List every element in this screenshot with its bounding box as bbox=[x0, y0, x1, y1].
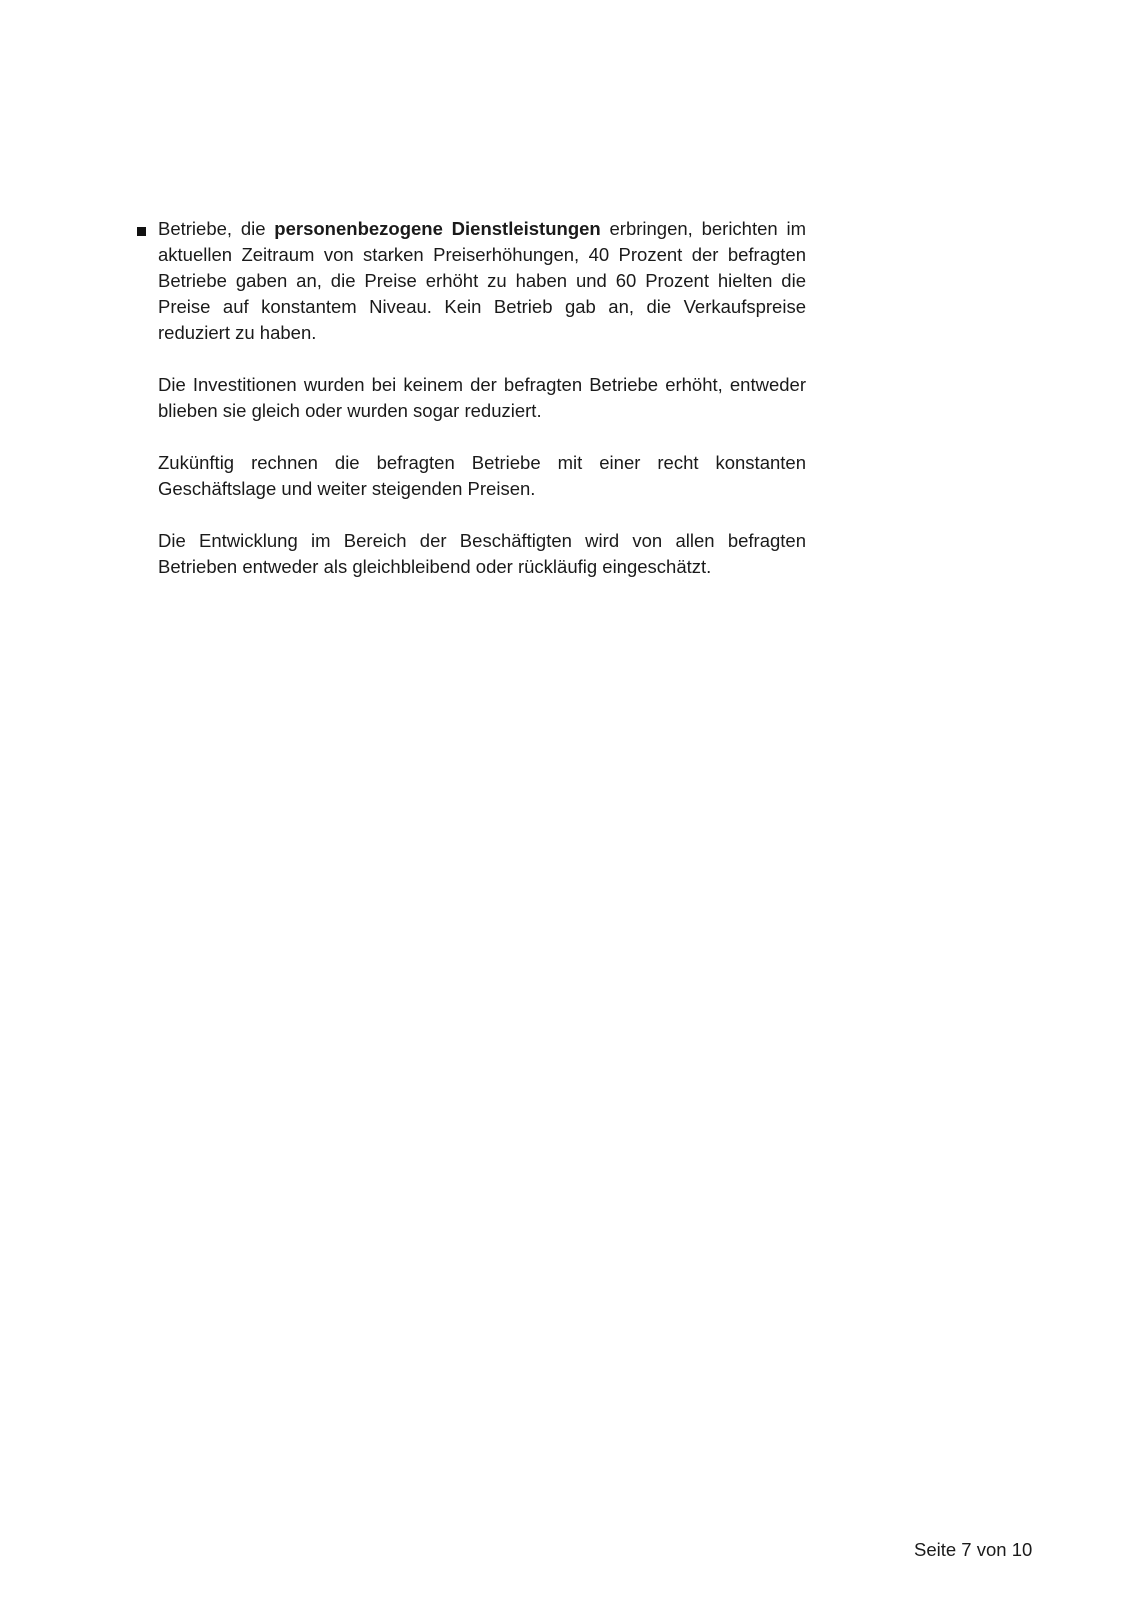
page-number: Seite 7 von 10 bbox=[914, 1539, 1033, 1560]
page-content bbox=[158, 216, 806, 606]
square-bullet-icon bbox=[137, 227, 146, 236]
paragraph-outlook: Zukünftig rechnen die befragten Betriebe mit einer recht konstanten Geschäftslage und weiter steigenden Preisen. bbox=[158, 452, 806, 499]
paragraph-investments: Die Investitionen wurden bei keinem der befragten Betriebe erhöht, entweder blieben sie gleich oder wurden sogar reduziert. bbox=[158, 374, 806, 421]
bullet-item bbox=[158, 216, 806, 346]
bullet-text-lead: Betriebe, die bbox=[158, 218, 275, 239]
paragraph-employment: Die Entwicklung im Bereich der Beschäftigten wird von allen befragten Betrieben entweder als gleichbleibend oder rückläufig eingeschätzt. bbox=[158, 530, 806, 577]
bullet-paragraph bbox=[158, 216, 806, 346]
bullet-text-rest: erbringen, berichten im aktuellen Zeitraum von starken Preiserhöhungen, 40 Prozent der befragten Betriebe gaben an, die Preise erhöht zu haben und 60 Prozent hielten die Preise auf konstantem Niveau. Kein Betrieb gab an, die Verkaufspreise reduziert zu haben. bbox=[158, 218, 806, 343]
bullet-text-bold: personenbezogene Dienstleistungen bbox=[274, 218, 601, 239]
